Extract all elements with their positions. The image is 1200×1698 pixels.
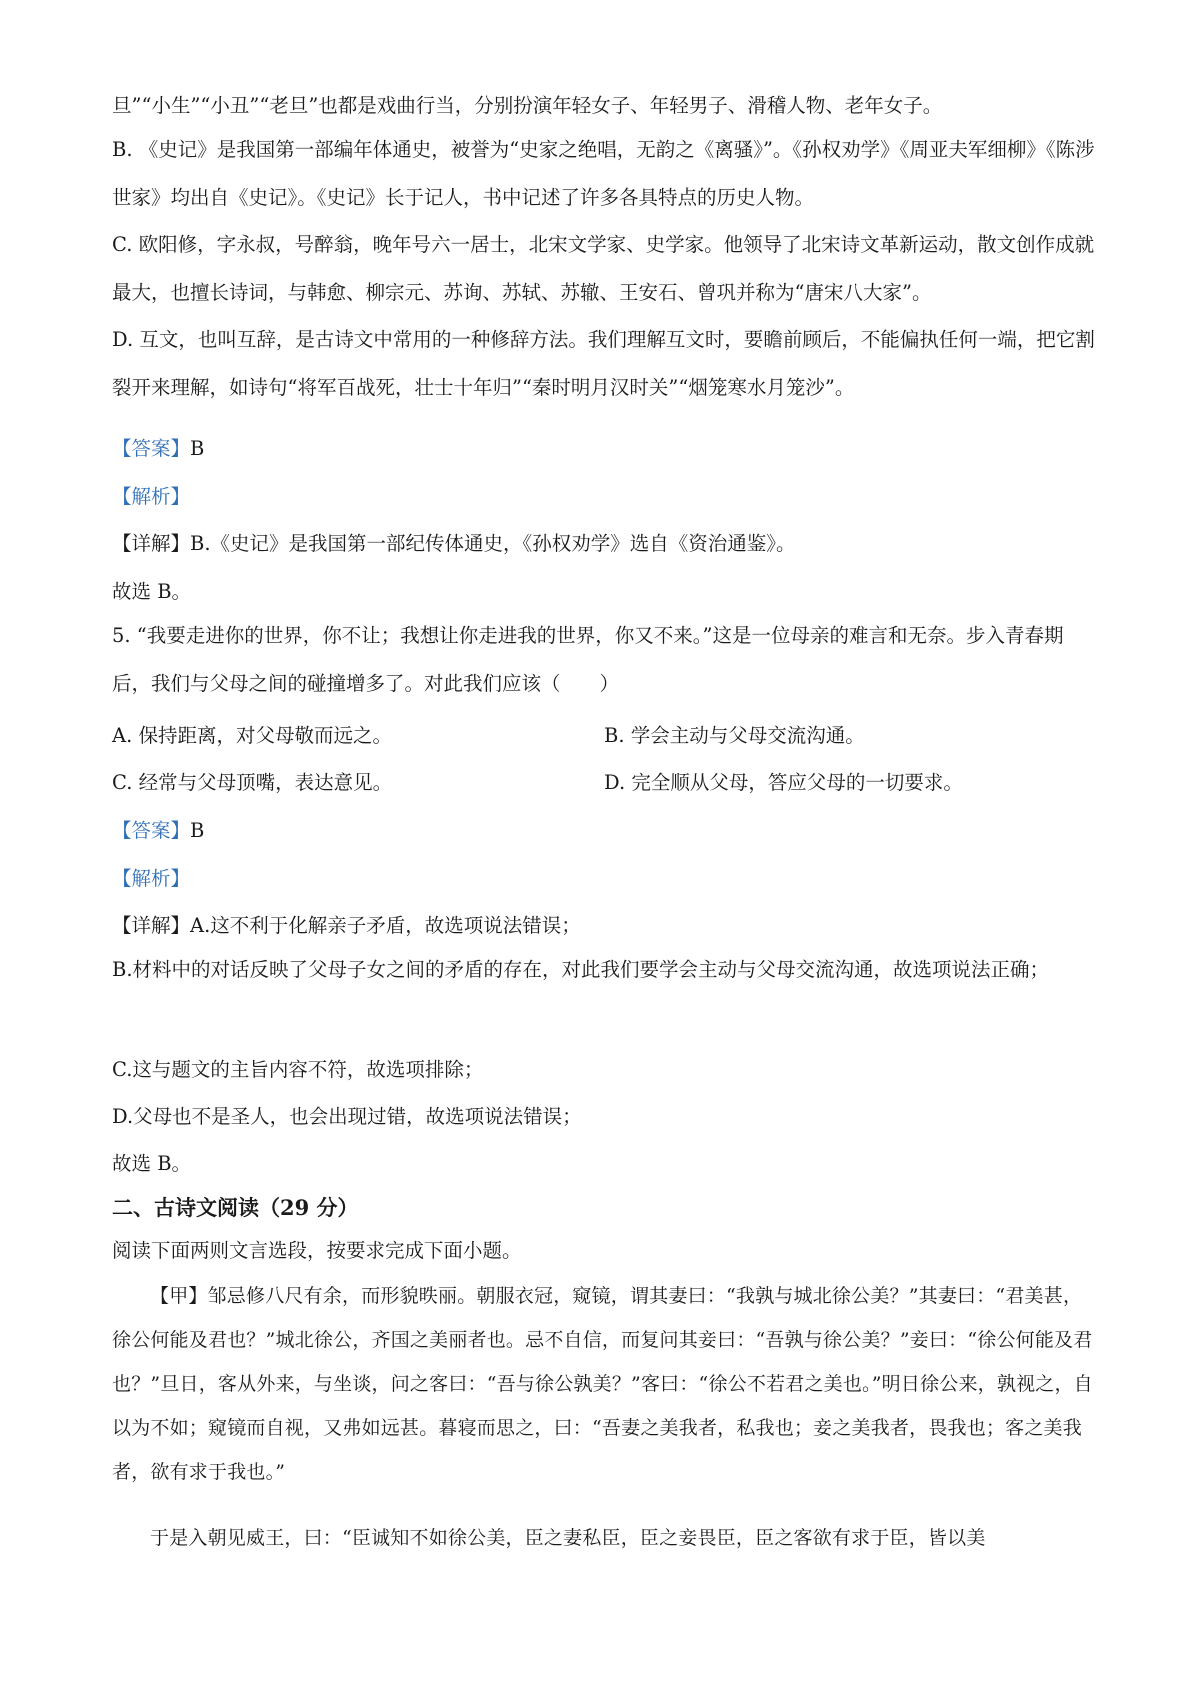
passage-jia-paragraph-1: 【甲】邹忌修八尺有余，而形貌昳丽。朝服衣冠，窥镜，谓其妻曰：“我孰与城北徐公美？”其妻曰：“君美甚，徐公何能及君也？”城北徐公，齐国之美丽者也。忌不自信，而复问其妾曰：“吾孰与徐公美？”妾曰：“徐公何能及君也？”旦日，客从外来，与坐谈，问之客曰：“吾与徐公孰美？”客曰：“徐公不若君之美也。”明日徐公来，孰视之，自以为不如；窥镜而自视，又弗如远甚。暮寝而思之，曰：“吾妻之美我者，私我也；妾之美我者，畏我也；客之美我者，欲有求于我也。” [112, 1285, 1093, 1483]
answer-value: B [190, 437, 205, 460]
q4-option-d: D. 互文，也叫互辞，是古诗文中常用的一种修辞方法。我们理解互文时，要瞻前顾后，不能偏执任何一端，把它割裂开来理解，如诗句“将军百战死，壮士十年归”“秦时明月汉时关”“烟笼寒水月笼沙”。 [112, 328, 1095, 399]
section-instruction: 阅读下面两则文言选段，按要求完成下面小题。 [112, 1239, 522, 1262]
q5-analysis-label: 【解析】 [112, 867, 191, 890]
q4-option-b: B. 《史记》是我国第一部编年体通史，被誉为“史家之绝唱，无韵之《离骚》”。《孙权劝学》《周亚夫军细柳》《陈涉世家》均出自《史记》。《史记》长于记人，书中记述了许多各具特点的历史人物。 [112, 138, 1095, 209]
q4-detail: 【详解】B.《史记》是我国第一部纪传体通史，《孙权劝学》选自《资治通鉴》。 [112, 532, 796, 555]
q5-detail-a: 【详解】A.这不利于化解亲子矛盾，故选项说法错误； [112, 914, 581, 937]
section-heading: 二、古诗文阅读（29 分） [112, 1195, 359, 1220]
q5-answer [112, 817, 204, 845]
q4-option-c: C. 欧阳修，字永叔，号醉翁，晚年号六一居士，北宋文学家、史学家。他领导了北宋诗文革新运动，散文创作成就最大，也擅长诗词，与韩愈、柳宗元、苏询、苏轼、苏辙、王安石、曾巩并称为“唐宋八大家”。 [112, 233, 1095, 304]
answer-label: 【答案】 [112, 819, 191, 842]
q5-stem: 5. “我要走进你的世界，你不让；我想让你走进我的世界，你又不来。”这是一位母亲的难言和无奈。步入青春期后，我们与父母之间的碰撞增多了。对此我们应该（ ） [112, 624, 1064, 695]
answer-value: B [190, 819, 205, 842]
answer-label: 【答案】 [112, 437, 191, 460]
q5-conclusion: 故选 B。 [112, 1152, 192, 1175]
q4-conclusion: 故选 B。 [112, 580, 192, 603]
q4-answer [112, 435, 204, 463]
q4-option-a-tail: 旦”“小生”“小丑”“老旦”也都是戏曲行当，分别扮演年轻女子、年轻男子、滑稽人物、老年女子。 [112, 94, 943, 117]
q5-option-a: A. 保持距离，对父母敬而远之。 [112, 724, 392, 747]
q5-detail-b: B.材料中的对话反映了父母子女之间的矛盾的存在，对此我们要学会主动与父母交流沟通，故选项说法正确； [112, 958, 1050, 981]
q5-option-c: C. 经常与父母顶嘴，表达意见。 [112, 771, 393, 794]
q5-option-d: D. 完全顺从父母，答应父母的一切要求。 [604, 771, 963, 794]
q4-analysis-label: 【解析】 [112, 485, 191, 508]
q5-detail-d: D.父母也不是圣人，也会出现过错，故选项说法错误； [112, 1105, 582, 1128]
q5-option-b: B. 学会主动与父母交流沟通。 [604, 724, 865, 747]
q5-detail-c: C.这与题文的主旨内容不符，故选项排除； [112, 1058, 484, 1081]
passage-jia-paragraph-2: 于是入朝见威王，曰：“臣诚知不如徐公美，臣之妻私臣，臣之妾畏臣，臣之客欲有求于臣，皆以美 [150, 1527, 986, 1549]
